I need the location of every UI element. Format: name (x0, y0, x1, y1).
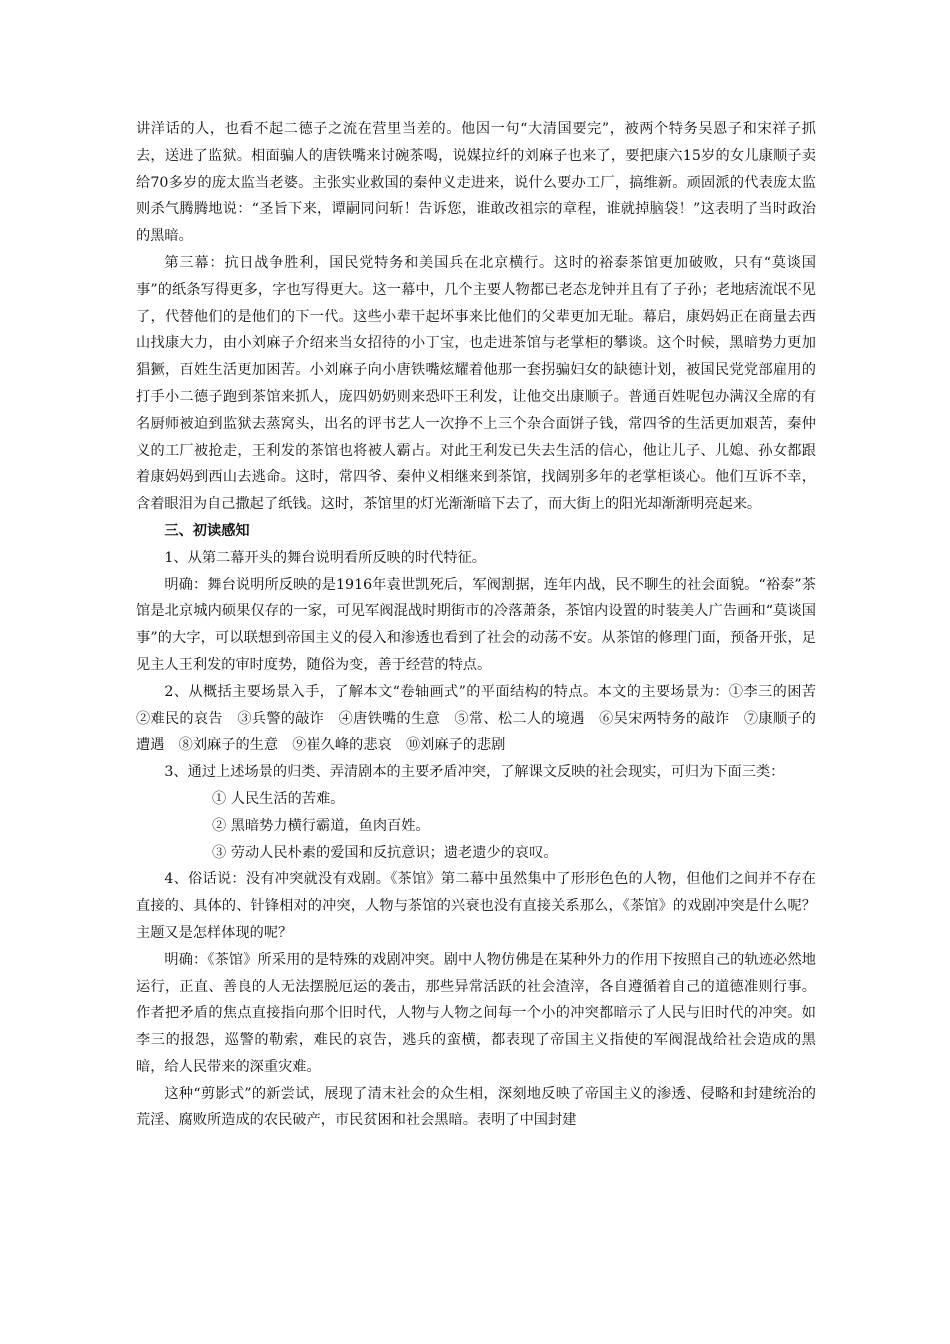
list-item-1: ① 人民生活的苦难。 (212, 790, 345, 807)
answer-4: 明确：《茶馆》所采用的是特殊的戏剧冲突。剧中人物仿佛是在某种外力的作用下按照自己的轨迹必然地运行，正直、善良的人无法摆脱厄运的袭击，那些异常活跃的社会渣滓，各自遵循着自己的道德准则行事。作者把矛盾的焦点直接指向那个旧时代，人物与人物之间每一个小的冲突都暗示了人民与旧时代的冲突。如李三的报怨，巡警的勒索，难民的哀告，逃兵的蛮横，都表现了帝国主义指使的军阀混战给社会造成的黑暗，给人民带来的深重灾难。 (136, 951, 816, 1075)
question-2: 2、从概括主要场景入手，了解本文“卷轴画式”的平面结构的特点。本文的主要场景为：①李三的困苦 ②难民的哀告 ③兵警的敲诈 ④唐铁嘴的生意 ⑤常、松二人的境遇 ⑥吴宋两特务的敲诈 ⑦康顺子的遭遇 ⑧刘麻子的生意 ⑨崔久峰的悲哀 ⑩刘麻子的悲剧 (136, 683, 831, 754)
list-item-3: ③ 劳动人民朴素的爱国和反抗意识；遗老遗少的哀叹。 (212, 844, 558, 861)
paragraph-act-three: 第三幕：抗日战争胜利，国民党特务和美国兵在北京横行。这时的裕泰茶馆更加破败，只有“莫谈国事”的纸条写得更多，字也写得更大。这一幕中，几个主要人物都已老态龙钟并且有了子孙；老地痞流氓不见了，代替他们的是他们的下一代。这些小辈干起坏事来比他们的父辈更加无耻。幕启，康妈妈正在商量去西山找康大力，由小刘麻子介绍来当女招待的小丁宝，也走进茶馆与老掌柜的攀谈。这个时候，黑暗势力更加猖獗，百姓生活更加困苦。小刘麻子向小唐铁嘴炫耀着他那一套拐骗妇女的缺德计划，被国民党党部雇用的打手小二德子跑到茶馆来抓人，庞四奶奶则来恐吓王利发，让他交出康顺子。普通百姓呢包办满汉全席的有名厨师被迫到监狱去蒸窝头，出名的评书艺人一次挣不上三个杂合面饼子钱，常四爷的生活更加艰苦，秦仲义的工厂被抢走，王利发的茶馆也将被人霸占。对此王利发已失去生活的信心，他让儿子、儿媳、孙女都跟着康妈妈到西山去逃命。这时，常四爷、秦仲义相继来到茶馆，找阔别多年的老掌柜谈心。他们互诉不幸，含着眼泪为自己撒起了纸钱。这时，茶馆里的灯光渐渐暗下去了，而大街上的阳光却渐渐明亮起来。 (136, 254, 816, 513)
paragraph-continuation: 讲洋话的人，也看不起二德子之流在营里当差的。他因一句“大清国要完”，被两个特务吴恩子和宋祥子抓去，送进了监狱。相面骗人的唐铁嘴来讨碗茶喝，说媒拉纤的刘麻子也来了，要把康六15岁的女儿康顺子卖给70多岁的庞太监当老婆。主张实业救国的秦仲义走进来，说什么要办工厂，搞维新。顽固派的代表庞太监则杀气腾腾地说：“圣旨下来，谭嗣同问斩！告诉您，谁敢改祖宗的章程，谁就掉脑袋！”这表明了当时政治的黑暗。 (136, 121, 816, 245)
paragraph-final: 这种“剪影式”的新尝试，展现了清末社会的众生相，深刻地反映了帝国主义的渗透、侵略和封建统治的荒淫、腐败所造成的农民破产，市民贫困和社会黑暗。表明了中国封建 (136, 1085, 816, 1129)
question-4: 4、俗话说：没有冲突就没有戏剧。《茶馆》第二幕中虽然集中了形形色色的人物，但他们之间并不存在直接的、具体的、针锋相对的冲突，人物与茶馆的兴衰也没有直接关系那么，《茶馆》的戏剧冲突是什么呢？主题又是怎样体现的呢？ (136, 871, 816, 941)
answer-1: 明确：舞台说明所反映的是1916年袁世凯死后，军阀割据，连年内战，民不聊生的社会面貌。“裕泰”茶馆是北京城内硕果仅存的一家，可见军阀混战时期街市的冷落萧条，茶馆内设置的时装美人广告画和“莫谈国事”的大字，可以联想到帝国主义的侵入和渗透也看到了社会的动荡不安。从茶馆的修理门面，预备开张，足见主人王利发的审时度势，随俗为变，善于经营的特点。 (136, 576, 816, 673)
document-body (136, 116, 831, 1134)
question-3: 3、通过上述场景的归类、弄清剧本的主要矛盾冲突，了解课文反映的社会现实，可归为下面三类： (164, 764, 785, 781)
section-heading: 三、初读感知 (164, 522, 250, 539)
question-1: 1、从第二幕开头的舞台说明看所反映的时代特征。 (164, 549, 487, 566)
list-item-2: ② 黑暗势力横行霸道，鱼肉百姓。 (212, 817, 430, 834)
